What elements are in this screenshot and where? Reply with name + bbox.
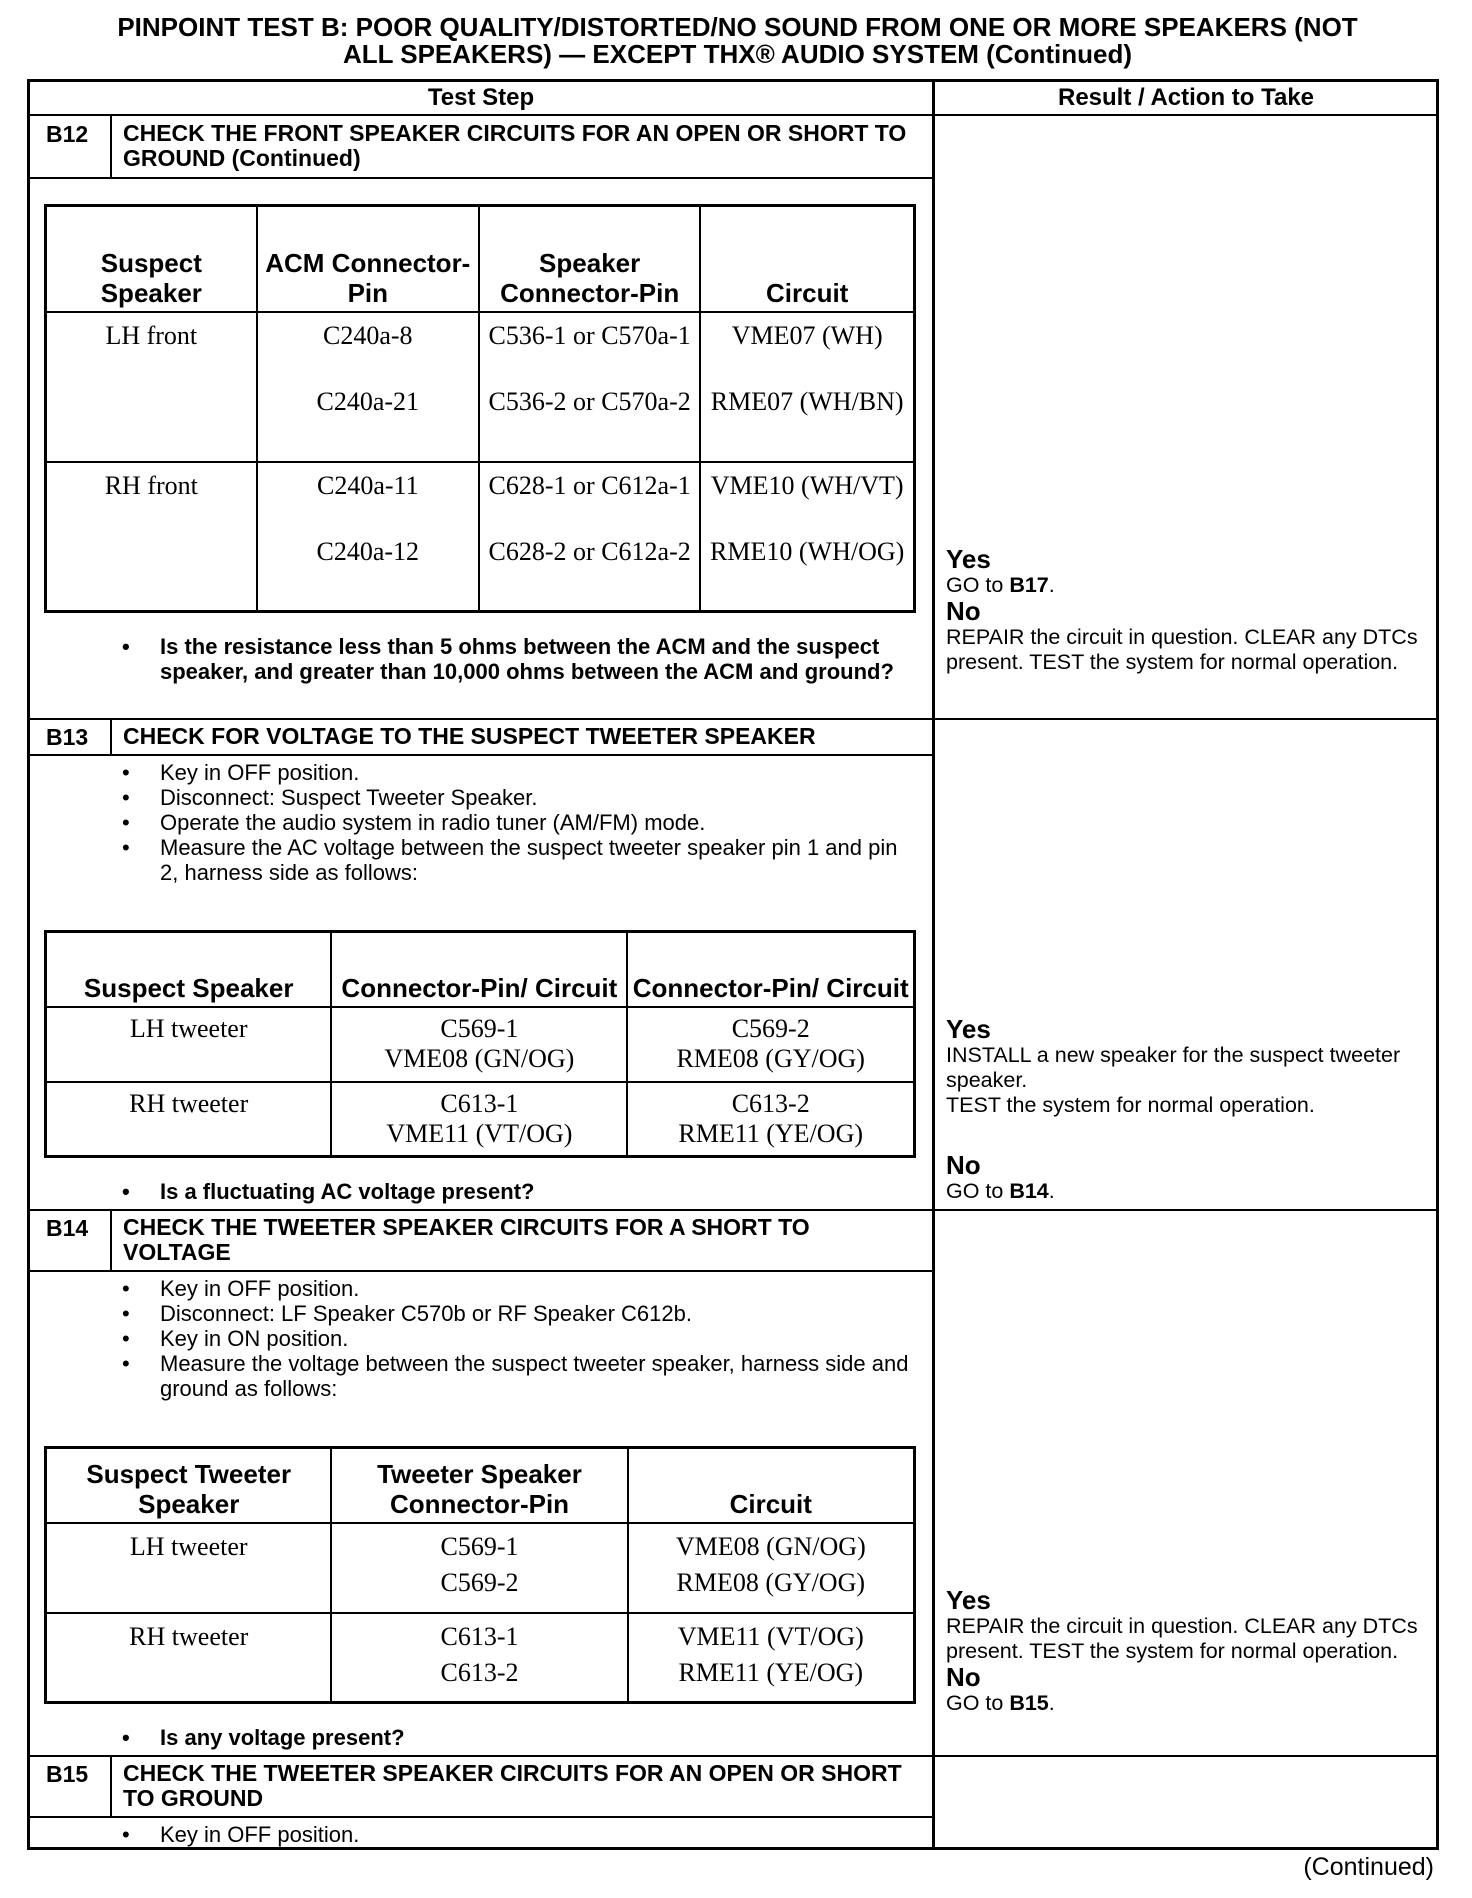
b12-question (122, 634, 917, 684)
list-item: • Operate the audio system in radio tuner (AM/FM) mode. (122, 810, 917, 835)
table-row (46, 462, 915, 537)
yes-label: Yes (946, 1014, 991, 1044)
table-cell: LH tweeter (46, 1007, 332, 1082)
table-cell: RH tweeter (46, 1082, 332, 1157)
no-action: GO to B14. (946, 1179, 1055, 1203)
step-id-b12: B12 (46, 121, 89, 147)
table-cell: C628-2 or C612a-2 (479, 537, 700, 612)
table-cell: C613-2 RME11 (YE/OG) (627, 1082, 914, 1157)
table-header: Circuit (628, 1448, 915, 1523)
b14-title-divider (27, 1270, 933, 1272)
b15-steps (122, 1822, 917, 1847)
column-header-result: Result / Action to Take (1057, 84, 1315, 111)
b14-result (946, 1587, 1426, 1716)
b13-steps (122, 760, 917, 885)
no-label: No (946, 1150, 981, 1180)
page-title (30, 14, 1445, 68)
table-header: Connector-Pin/ Circuit (627, 932, 914, 1007)
step-title-b12: CHECK THE FRONT SPEAKER CIRCUITS FOR AN OPEN OR SHORT TO GROUND (Continued) (123, 120, 907, 171)
step-id-separator (110, 718, 112, 754)
continued-footer: (Continued) (1303, 1853, 1434, 1881)
question-text: • Is the resistance less than 5 ohms between the ACM and the suspect speaker, and greater than 10,000 ohms between the ACM and ground? (122, 634, 917, 684)
question-text: • Is any voltage present? (122, 1725, 917, 1750)
b14-steps (122, 1276, 917, 1401)
step-id-b14: B14 (46, 1215, 89, 1241)
table-cell: C569-1 VME08 (GN/OG) (331, 1007, 627, 1082)
yes-action: GO to B17. (946, 573, 1055, 597)
table-cell: C569-2 RME08 (GY/OG) (627, 1007, 914, 1082)
table-cell: C240a-21 (257, 387, 479, 462)
table-header: Suspect Speaker (46, 206, 257, 312)
table-cell: C613-1 (331, 1613, 627, 1658)
no-label: No (946, 1662, 981, 1692)
table-row (46, 1613, 915, 1658)
table-header: ACM Connector-Pin (257, 206, 479, 312)
no-action: GO to B15. (946, 1691, 1055, 1715)
list-item: • Measure the AC voltage between the suspect tweeter speaker pin 1 and pin 2, harness side as follows: (122, 835, 917, 885)
table-cell: C240a-12 (257, 537, 479, 612)
step-title-b14: CHECK THE TWEETER SPEAKER CIRCUITS FOR A SHORT TO VOLTAGE (123, 1214, 810, 1265)
table-cell: LH tweeter (46, 1523, 332, 1613)
table-row (46, 1082, 915, 1157)
b13-result-no (946, 1152, 1426, 1204)
list-item: • Measure the voltage between the suspect tweeter speaker, harness side and ground as follows: (122, 1351, 917, 1401)
b13-spec-table (44, 930, 916, 1158)
list-item: • Key in OFF position. (122, 760, 917, 785)
table-header: Connector-Pin/ Circuit (331, 932, 627, 1007)
table-header: Suspect Speaker (46, 932, 332, 1007)
table-cell: VME07 (WH) (700, 312, 914, 387)
list-item: • Disconnect: LF Speaker C570b or RF Speaker C612b. (122, 1301, 917, 1326)
table-cell: RH front (46, 462, 257, 612)
table-cell: RME08 (GY/OG) (628, 1568, 915, 1613)
header-divider (27, 114, 1439, 116)
column-divider (932, 79, 935, 1850)
step-title-b15: CHECK THE TWEETER SPEAKER CIRCUITS FOR AN OPEN OR SHORT TO GROUND (123, 1760, 902, 1811)
step-id-b15: B15 (46, 1761, 89, 1787)
table-cell: C240a-8 (257, 312, 479, 387)
table-cell: RME07 (WH/BN) (700, 387, 914, 462)
b12-title-divider (27, 177, 933, 179)
no-action: REPAIR the circuit in question. CLEAR any DTCs present. TEST the system for normal operation. (946, 625, 1418, 674)
page-title-line1: PINPOINT TEST B: POOR QUALITY/DISTORTED/NO SOUND FROM ONE OR MORE SPEAKERS (NOT (117, 12, 1358, 42)
table-cell: VME08 (GN/OG) (628, 1523, 915, 1568)
table-cell: C569-1 (331, 1523, 627, 1568)
list-item: • Key in ON position. (122, 1326, 917, 1351)
table-cell: VME11 (VT/OG) (628, 1613, 915, 1658)
table-header: Speaker Connector-Pin (479, 206, 700, 312)
b13-result-yes (946, 1016, 1426, 1118)
table-row (46, 1007, 915, 1082)
table-cell: VME10 (WH/VT) (700, 462, 914, 537)
question-text: • Is a fluctuating AC voltage present? (122, 1179, 917, 1204)
table-header: Suspect Tweeter Speaker (46, 1448, 332, 1523)
table-cell: C613-1 VME11 (VT/OG) (331, 1082, 627, 1157)
table-cell: RME10 (WH/OG) (700, 537, 914, 612)
b13-question (122, 1179, 917, 1204)
table-row (46, 312, 915, 387)
b15-title-divider (27, 1816, 933, 1818)
table-cell: RH tweeter (46, 1613, 332, 1703)
no-label: No (946, 596, 981, 626)
yes-label: Yes (946, 1585, 991, 1615)
table-cell: C628-1 or C612a-1 (479, 462, 700, 537)
list-item: • Key in OFF position. (122, 1276, 917, 1301)
table-header: Tweeter Speaker Connector-Pin (331, 1448, 627, 1523)
yes-action: REPAIR the circuit in question. CLEAR any DTCs present. TEST the system for normal operation. (946, 1614, 1418, 1663)
yes-action: INSTALL a new speaker for the suspect tweeter speaker. (946, 1043, 1401, 1092)
table-cell: C613-2 (331, 1658, 627, 1703)
page-title-line2: ALL SPEAKERS) — EXCEPT THX® AUDIO SYSTEM (Continued) (342, 39, 1133, 69)
list-item: • Key in OFF position. (122, 1822, 917, 1847)
b14-end-divider (27, 1755, 1439, 1757)
table-cell: C536-1 or C570a-1 (479, 312, 700, 387)
yes-label: Yes (946, 544, 991, 574)
table-cell: LH front (46, 312, 257, 462)
column-header-test-step: Test Step (427, 84, 535, 111)
table-cell: C536-2 or C570a-2 (479, 387, 700, 462)
b12-spec-table (44, 204, 916, 613)
list-item: • Disconnect: Suspect Tweeter Speaker. (122, 785, 917, 810)
step-id-separator (110, 1209, 112, 1270)
b13-end-divider (27, 1209, 1439, 1211)
table-header: Circuit (700, 206, 914, 312)
step-id-b13: B13 (46, 724, 89, 750)
table-cell: C240a-11 (257, 462, 479, 537)
table-cell: C569-2 (331, 1568, 627, 1613)
step-id-separator (110, 1755, 112, 1816)
b12-end-divider (27, 718, 1439, 720)
table-cell: RME11 (YE/OG) (628, 1658, 915, 1703)
b14-question (122, 1725, 917, 1750)
b14-spec-table (44, 1446, 916, 1704)
yes-action-2: TEST the system for normal operation. (946, 1093, 1315, 1117)
step-title-b13: CHECK FOR VOLTAGE TO THE SUSPECT TWEETER SPEAKER (123, 723, 816, 749)
b13-title-divider (27, 754, 933, 756)
b12-result (946, 546, 1426, 675)
table-row (46, 1523, 915, 1568)
step-id-separator (110, 114, 112, 177)
